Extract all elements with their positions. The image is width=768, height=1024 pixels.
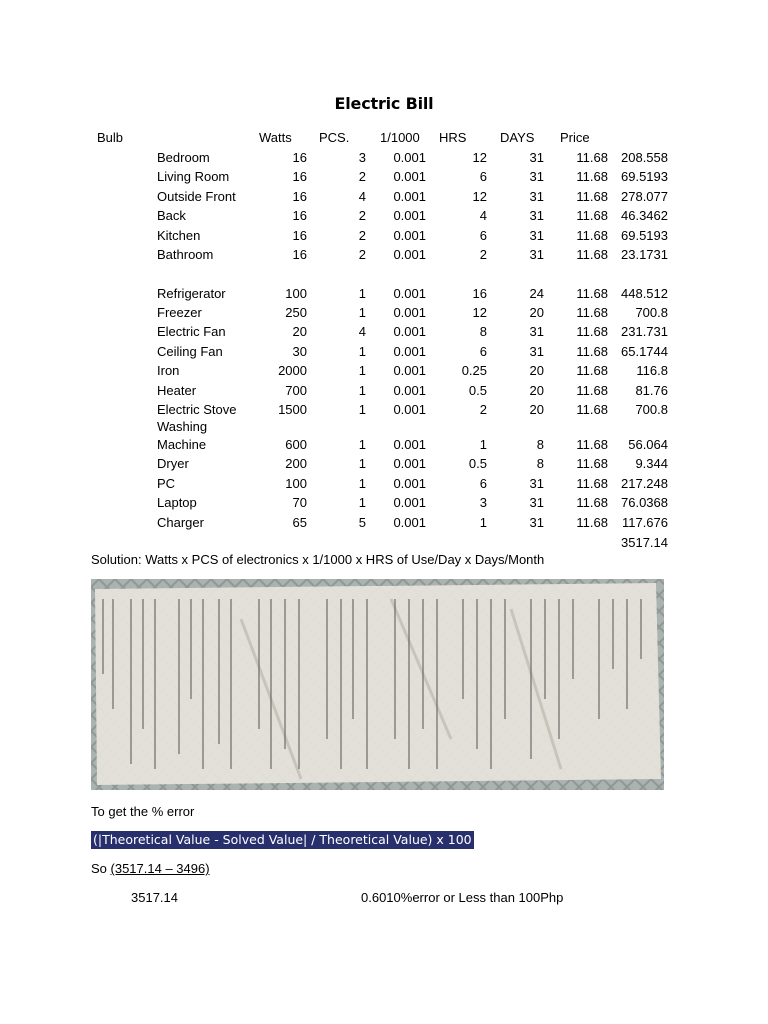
- table-row: [0, 150, 768, 169]
- table-row: [0, 189, 768, 208]
- header-days: DAYS: [500, 130, 535, 145]
- appliance-name: Outside Front: [157, 189, 236, 204]
- hrs-cell: 6: [479, 344, 487, 359]
- appliance-name: Living Room: [157, 169, 230, 184]
- watts-cell: 2000: [278, 363, 307, 378]
- total-cell: 69.5193: [621, 228, 668, 243]
- error-result: 0.6010%error or Less than 100Php: [361, 890, 564, 905]
- price-cell: 11.68: [576, 189, 608, 204]
- solution-text: Solution: Watts x PCS of electronics x 1/1000 x HRS of Use/Day x Days/Month: [91, 552, 545, 567]
- pcs-cell: 2: [358, 228, 366, 243]
- days-cell: 20: [529, 383, 544, 398]
- factor-cell: 0.001: [393, 169, 426, 184]
- pcs-cell: 1: [358, 383, 366, 398]
- factor-cell: 0.001: [393, 402, 426, 417]
- pcs-cell: 1: [358, 495, 366, 510]
- table-row: [0, 228, 768, 247]
- watts-cell: 100: [285, 476, 307, 491]
- watts-cell: 30: [292, 344, 307, 359]
- appliance-name: Washing: [157, 419, 208, 434]
- watts-cell: 600: [285, 437, 307, 452]
- hrs-cell: 2: [479, 247, 487, 262]
- days-cell: 31: [529, 189, 544, 204]
- appliance-name: Refrigerator: [157, 286, 226, 301]
- days-cell: 31: [529, 169, 544, 184]
- error-numerator: (3517.14 – 3496): [110, 861, 210, 876]
- total-cell: 208.558: [621, 150, 668, 165]
- pcs-cell: 3: [358, 150, 366, 165]
- price-cell: 11.68: [576, 324, 608, 339]
- header-hrs: HRS: [439, 130, 467, 145]
- pcs-cell: 1: [358, 344, 366, 359]
- appliance-name: Freezer: [157, 305, 202, 320]
- table-row: [0, 515, 768, 534]
- total-cell: 117.676: [621, 515, 668, 530]
- appliance-name-line2: Machine: [157, 437, 207, 452]
- price-cell: 11.68: [576, 228, 608, 243]
- hrs-cell: 6: [479, 228, 487, 243]
- appliance-name: Kitchen: [157, 228, 201, 243]
- factor-cell: 0.001: [393, 208, 426, 223]
- total-cell: 56.064: [628, 437, 668, 452]
- appliance-name: Bedroom: [157, 150, 210, 165]
- days-cell: 31: [529, 476, 544, 491]
- days-cell: 31: [529, 247, 544, 262]
- hrs-cell: 3: [479, 495, 487, 510]
- days-cell: 31: [529, 515, 544, 530]
- hrs-cell: 12: [472, 305, 487, 320]
- factor-cell: 0.001: [393, 456, 426, 471]
- factor-cell: 0.001: [393, 363, 426, 378]
- appliance-name: Back: [157, 208, 186, 223]
- factor-cell: 0.001: [393, 515, 426, 530]
- total-cell: 76.0368: [621, 495, 668, 510]
- pcs-cell: 1: [358, 402, 366, 417]
- pcs-cell: 1: [358, 305, 366, 320]
- appliance-name: Iron: [157, 363, 180, 378]
- header-price: Price: [560, 130, 590, 145]
- appliance-name: Charger: [157, 515, 204, 530]
- header-bulb: Bulb: [97, 130, 124, 145]
- hrs-cell: 8: [479, 324, 487, 339]
- so-line: [91, 861, 210, 876]
- pcs-cell: 2: [358, 208, 366, 223]
- pcs-cell: 1: [358, 476, 366, 491]
- factor-cell: 0.001: [393, 437, 426, 452]
- price-cell: 11.68: [576, 437, 608, 452]
- watts-cell: 100: [285, 286, 307, 301]
- hrs-cell: 0.25: [461, 363, 487, 378]
- price-cell: 11.68: [576, 150, 608, 165]
- total-cell: 700.8: [635, 402, 668, 417]
- table-row: [0, 344, 768, 363]
- pcs-cell: 2: [358, 247, 366, 262]
- hrs-cell: 2: [479, 402, 487, 417]
- error-formula: (|Theoretical Value - Solved Value| / Theoretical Value) x 100: [93, 832, 472, 847]
- page-title: Electric Bill: [334, 94, 434, 113]
- total-cell: 217.248: [621, 476, 668, 491]
- total-cell: 9.344: [635, 456, 668, 471]
- appliance-name: PC: [157, 476, 176, 491]
- total-cell: 46.3462: [621, 208, 668, 223]
- hrs-cell: 12: [472, 150, 487, 165]
- watts-cell: 20: [292, 324, 307, 339]
- table-row: [0, 383, 768, 402]
- days-cell: 20: [529, 363, 544, 378]
- hrs-cell: 0.5: [468, 456, 487, 471]
- days-cell: 20: [529, 305, 544, 320]
- price-cell: 11.68: [576, 383, 608, 398]
- price-cell: 11.68: [576, 515, 608, 530]
- so-label: So: [91, 861, 111, 876]
- pcs-cell: 1: [358, 286, 366, 301]
- receipt-photo-image: [91, 579, 664, 790]
- factor-cell: 0.001: [393, 383, 426, 398]
- pcs-cell: 1: [358, 456, 366, 471]
- table-row: [0, 247, 768, 266]
- hrs-cell: 6: [479, 169, 487, 184]
- hrs-cell: 1: [479, 515, 487, 530]
- pcs-cell: 4: [358, 324, 366, 339]
- appliance-name: Laptop: [157, 495, 197, 510]
- watts-cell: 16: [292, 228, 307, 243]
- total-cell: 81.76: [635, 383, 668, 398]
- factor-cell: 0.001: [393, 150, 426, 165]
- hrs-cell: 1: [479, 437, 487, 452]
- receipt-photo: [91, 579, 664, 790]
- total-cell: 448.512: [621, 286, 668, 301]
- days-cell: 31: [529, 208, 544, 223]
- header-watts: Watts: [259, 130, 292, 145]
- watts-cell: 250: [285, 305, 307, 320]
- pcs-cell: 4: [358, 189, 366, 204]
- factor-cell: 0.001: [393, 495, 426, 510]
- table-row: [0, 363, 768, 382]
- appliance-name: Heater: [157, 383, 197, 398]
- table-row: [0, 208, 768, 227]
- table-row: [0, 476, 768, 495]
- table-row: [0, 169, 768, 188]
- days-cell: 8: [536, 456, 544, 471]
- days-cell: 31: [529, 228, 544, 243]
- header-pcs: PCS.: [319, 130, 350, 145]
- total-cell: 23.1731: [621, 247, 668, 262]
- watts-cell: 16: [292, 150, 307, 165]
- watts-cell: 16: [292, 208, 307, 223]
- table-row: [0, 286, 768, 305]
- price-cell: 11.68: [576, 208, 608, 223]
- total-cell: 69.5193: [621, 169, 668, 184]
- total-cell: 700.8: [635, 305, 668, 320]
- factor-cell: 0.001: [393, 324, 426, 339]
- appliance-name: Electric Stove: [157, 402, 237, 417]
- pcs-cell: 1: [358, 437, 366, 452]
- table-row: [0, 495, 768, 514]
- hrs-cell: 0.5: [468, 383, 487, 398]
- price-cell: 11.68: [576, 305, 608, 320]
- watts-cell: 1500: [278, 402, 307, 417]
- table-row: [0, 456, 768, 475]
- watts-cell: 16: [292, 247, 307, 262]
- price-cell: 11.68: [576, 363, 608, 378]
- table-row: [0, 419, 768, 457]
- watts-cell: 70: [292, 495, 307, 510]
- grand-total: 3517.14: [621, 535, 668, 550]
- watts-cell: 16: [292, 189, 307, 204]
- price-cell: 11.68: [576, 402, 608, 417]
- hrs-cell: 16: [472, 286, 487, 301]
- appliance-name: Dryer: [157, 456, 189, 471]
- total-cell: 231.731: [621, 324, 668, 339]
- watts-cell: 65: [292, 515, 307, 530]
- error-intro-text: To get the % error: [91, 804, 195, 819]
- factor-cell: 0.001: [393, 286, 426, 301]
- days-cell: 31: [529, 344, 544, 359]
- error-denominator: 3517.14: [131, 890, 178, 905]
- days-cell: 31: [529, 495, 544, 510]
- price-cell: 11.68: [576, 476, 608, 491]
- days-cell: 24: [529, 286, 544, 301]
- table-row: [0, 324, 768, 343]
- factor-cell: 0.001: [393, 344, 426, 359]
- factor-cell: 0.001: [393, 476, 426, 491]
- total-cell: 65.1744: [621, 344, 668, 359]
- price-cell: 11.68: [576, 286, 608, 301]
- price-cell: 11.68: [576, 344, 608, 359]
- table-row: [0, 305, 768, 324]
- total-cell: 116.8: [636, 363, 668, 378]
- price-cell: 11.68: [576, 247, 608, 262]
- hrs-cell: 6: [479, 476, 487, 491]
- days-cell: 31: [529, 324, 544, 339]
- hrs-cell: 4: [479, 208, 487, 223]
- price-cell: 11.68: [576, 495, 608, 510]
- days-cell: 20: [529, 402, 544, 417]
- total-cell: 278.077: [621, 189, 668, 204]
- watts-cell: 200: [285, 456, 307, 471]
- pcs-cell: 5: [358, 515, 366, 530]
- appliance-name: Ceiling Fan: [157, 344, 223, 359]
- pcs-cell: 1: [358, 363, 366, 378]
- watts-cell: 16: [292, 169, 307, 184]
- header-factor: 1/1000: [380, 130, 420, 145]
- days-cell: 8: [536, 437, 544, 452]
- price-cell: 11.68: [576, 169, 608, 184]
- factor-cell: 0.001: [393, 228, 426, 243]
- watts-cell: 700: [285, 383, 307, 398]
- factor-cell: 0.001: [393, 305, 426, 320]
- factor-cell: 0.001: [393, 247, 426, 262]
- days-cell: 31: [529, 150, 544, 165]
- appliance-name: Bathroom: [157, 247, 214, 262]
- hrs-cell: 12: [472, 189, 487, 204]
- price-cell: 11.68: [576, 456, 608, 471]
- pcs-cell: 2: [358, 169, 366, 184]
- factor-cell: 0.001: [393, 189, 426, 204]
- appliance-name: Electric Fan: [157, 324, 226, 339]
